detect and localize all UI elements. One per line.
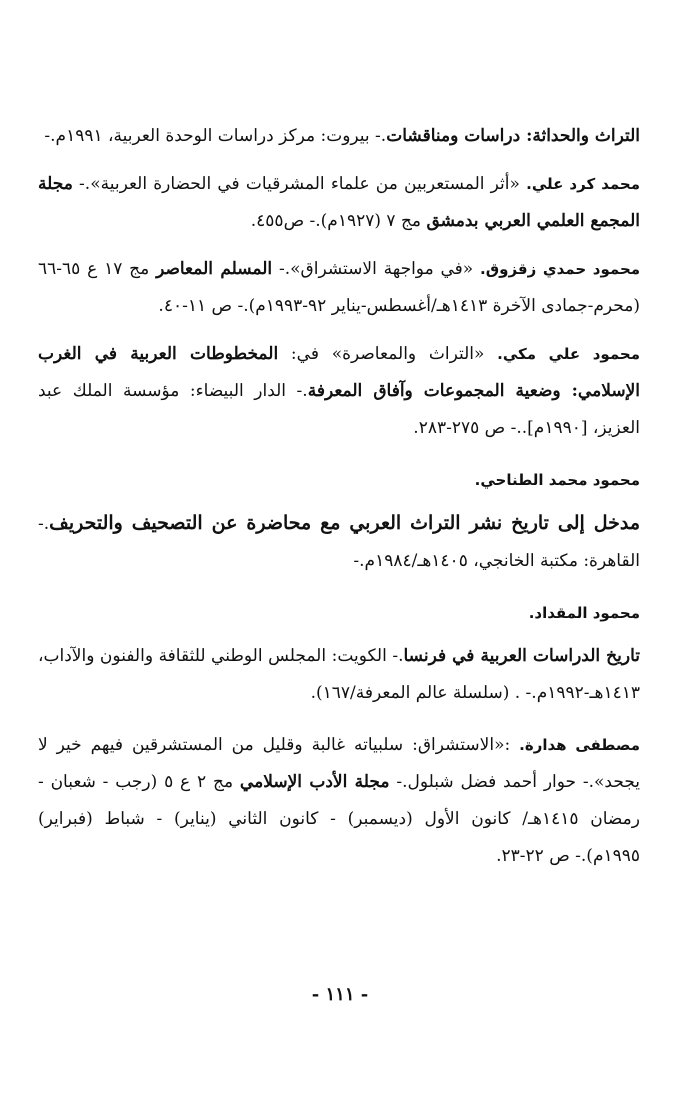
journal-title: مجلة المجمع العلمي العربي بدمشق (38, 174, 640, 231)
author-name: محمود علي مكي. (497, 345, 640, 363)
publication-details: .- بيروت: مركز دراسات الوحدة العربية، ١٩٩١م.- (44, 126, 387, 146)
publication-details: .- القاهرة: مكتبة الخانجي، ١٤٠٥هـ/١٩٨٤م.- (38, 514, 640, 571)
bib-entry-7 (38, 727, 640, 875)
bib-entry-2 (38, 166, 640, 240)
book-title: المخطوطات العربية في الغرب الإسلامي: وضعية المجموعات وآفاق المعرفة (38, 344, 641, 401)
article-title: :«الاستشراق: سلبياته غالبة وقليل من المستشرقين فيهم خير لا يجحد».- حوار أحمد فضل شبلول.- (38, 735, 641, 792)
article-title: «التراث والمعاصرة» في: (290, 344, 485, 364)
journal-title: المسلم المعاصر (156, 259, 273, 279)
publication-details: مج ٧ (١٩٢٧م).- ص٤٥٥. (250, 211, 422, 231)
journal-title: مجلة الأدب الإسلامي (239, 772, 390, 792)
author-heading (38, 595, 640, 632)
bib-entry-1 (38, 118, 640, 155)
publication-details: مج ١٧ ع ٦٥-٦٦ (محرم-جمادى الآخرة ١٤١٣هـ/أغسطس-يناير ٩٢-١٩٩٣م).- ص ١١-٤٠. (38, 259, 640, 316)
page-number: - ١١١ - (311, 984, 369, 1005)
book-title: التراث والحداثة: دراسات ومناقشات (386, 126, 640, 146)
author-name: محمد كرد علي. (526, 175, 641, 193)
article-title: «في مواجهة الاستشراق».- (279, 259, 474, 279)
publication-details: .- الدار البيضاء: مؤسسة الملك عبد العزيز، [١٩٩٠م]..- ص ٢٧٥-٢٨٣. (38, 381, 640, 438)
author-heading (38, 462, 640, 499)
book-title: تاريخ الدراسات العربية في فرنسا (403, 646, 640, 666)
article-title: «أثر المستعربين من علماء المشرقيات في الحضارة العربية».- (79, 174, 520, 194)
publication-details: .- الكويت: المجلس الوطني للثقافة والفنون والآداب، ١٤١٣هـ-١٩٩٢م.- . (سلسلة عالم المعرفة/١٦٧). (38, 646, 640, 703)
author-name: مصطفى هدارة. (519, 736, 640, 754)
author-name: محمود حمدي زقزوق. (480, 260, 641, 278)
book-title: مدخل إلى تاريخ نشر التراث العربي مع محاضرة عن التصحيف والتحريف (49, 512, 640, 534)
author-name: محمود المقداد. (528, 604, 640, 622)
bib-entry-5 (38, 505, 640, 580)
publication-details: مج ٢ ع ٥ (رجب - شعبان - رمضان ١٤١٥هـ/ كانون الأول (ديسمبر) - كانون الثاني (يناير) - شباط (فبراير) ١٩٩٥م).- ص ٢٢-٢٣. (38, 772, 640, 866)
author-name: محمود محمد الطناحي. (474, 471, 640, 489)
bib-entry-3 (38, 251, 640, 325)
bib-entry-4 (38, 336, 640, 447)
bib-entry-6 (38, 638, 640, 712)
